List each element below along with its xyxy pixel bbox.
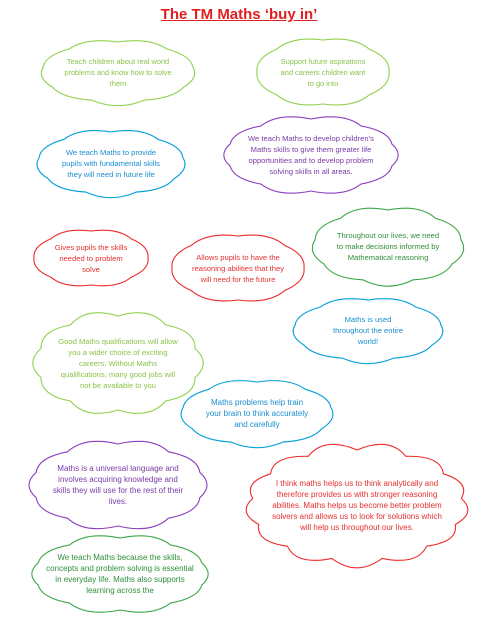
- cloud-used-worldwide: [290, 296, 446, 364]
- cloud-text: Throughout our lives, we need to make decisions informed by Mathematical reasoning: [336, 230, 440, 262]
- cloud-reasoning-abilities: [168, 232, 308, 304]
- cloud-text: We teach Maths to provide pupils with fundamental skills they will need in future life: [62, 147, 160, 179]
- cloud-text: Allows pupils to have the reasoning abilities that they will need for the future: [191, 252, 285, 284]
- cloud-text: Maths is a universal language and involves acquiring knowledge and skills they will use for the rest of their lives.: [52, 464, 184, 506]
- cloud-problem-solve: [30, 227, 152, 289]
- cloud-mathematical-reasoning: [310, 206, 466, 286]
- page-title: The TM Maths ‘buy in’: [160, 6, 318, 23]
- cloud-text: Maths problems help train your brain to think accurately and carefully: [205, 397, 309, 429]
- cloud-text: We teach Maths because the skills, concepts and problem solving is essential in everyday life. Maths also supports learning across the: [46, 553, 194, 595]
- cloud-think-analytically: [248, 446, 466, 564]
- cloud-text: Maths is used throughout the entire world!: [332, 314, 404, 346]
- cloud-train-your-brain: [178, 378, 336, 448]
- cloud-text: We teach Maths to develop children’s Maths skills to give them greater life opportunities and to develop problem solving skills in all areas.: [248, 134, 374, 176]
- cloud-everyday-life: [30, 534, 210, 614]
- cloud-text: I think maths helps us to think analytically and therefore provides us with stronger reasoning abilities. Maths helps us become better problem solvers and allows us to look for solutions which will help us throughout our lives.: [272, 478, 442, 532]
- cloud-text: Good Maths qualifications will allow you a wider choice of exciting careers. Without Maths qualifications, many good jobs will not be available to you: [58, 336, 178, 390]
- cloud-real-world-problems: [38, 38, 198, 106]
- cloud-fundamental-skills: [34, 128, 188, 198]
- cloud-life-opportunities: [222, 115, 400, 195]
- cloud-text: Support future aspirations and careers children want to go into: [280, 56, 366, 88]
- cloud-text: Teach children about real world problems and know how to solve them: [64, 56, 172, 88]
- cloud-future-aspirations: [253, 36, 393, 108]
- cloud-universal-language: [28, 440, 208, 530]
- cloud-text: Gives pupils the skills needed to problem solve: [54, 242, 128, 274]
